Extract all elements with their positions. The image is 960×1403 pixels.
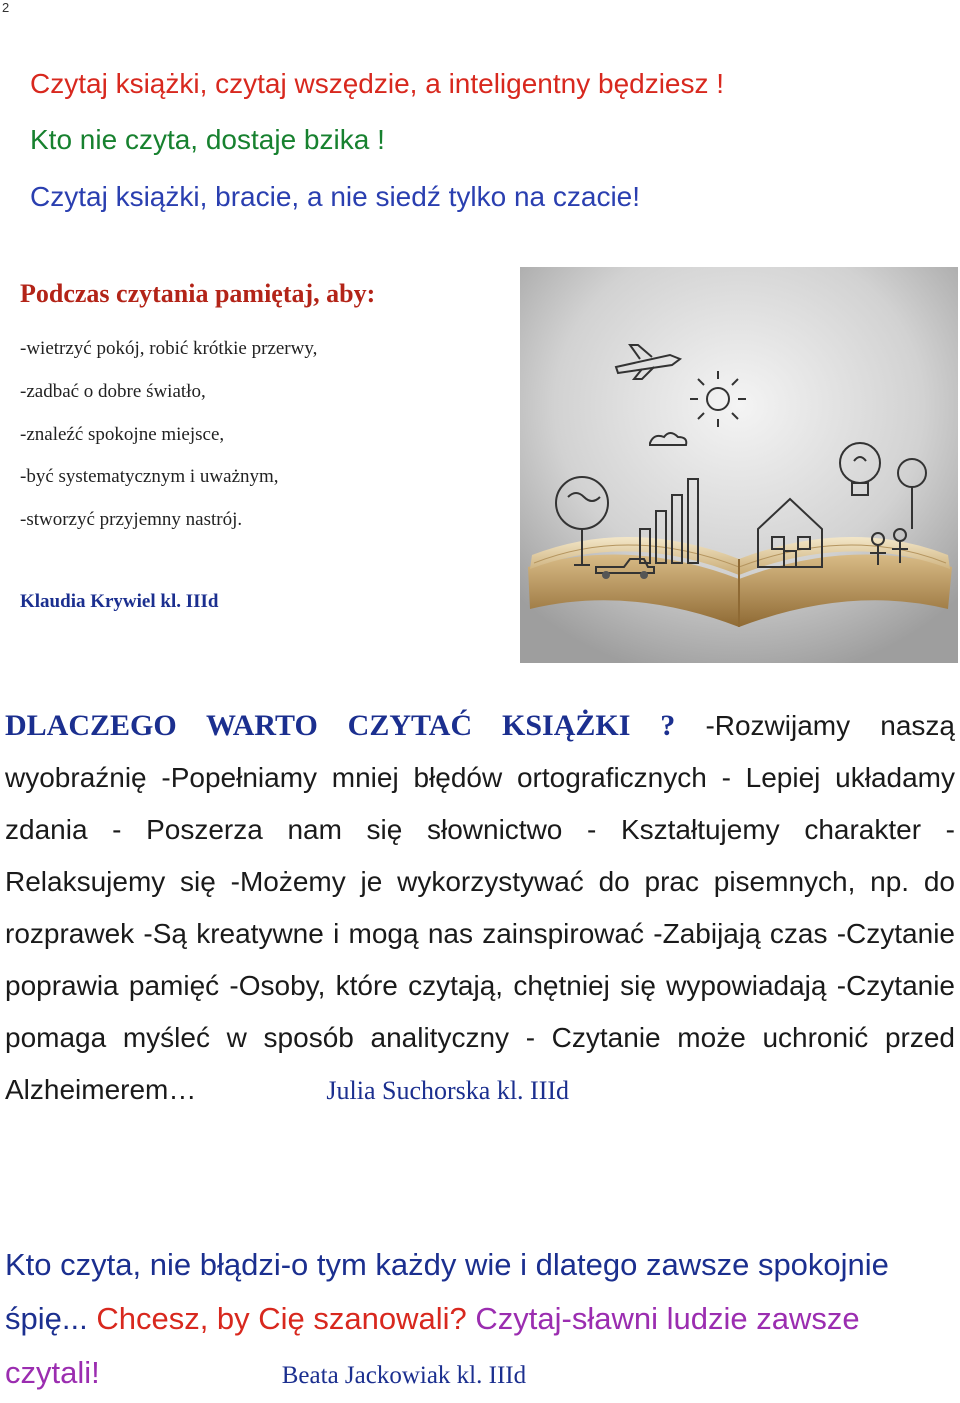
tip-item: -znaleźć spokojne miejsce, (20, 424, 225, 445)
tip-item: -wietrzyć pokój, robić krótkie przerwy, (20, 338, 318, 359)
poem-line-3: Czytaj książki, bracie, a nie siedź tylko na czacie! (30, 181, 641, 212)
closing-paragraph (5, 1238, 955, 1403)
page-number: 2 (2, 0, 10, 15)
open-book-illustration (520, 267, 958, 663)
tips-heading: Podczas czytania pamiętaj, aby: (20, 279, 376, 308)
closing-part-1: Kto czyta, nie błądzi-o tym każdy wie i dlatego zawsze spokojnie śpię... (5, 1247, 889, 1336)
author-julia: Julia Suchorska kl. IIId (326, 1076, 570, 1105)
author-beata: Beata Jackowiak kl. IIId (281, 1362, 527, 1389)
tip-item: -być systematycznym i uważnym, (20, 466, 279, 487)
article-heading: DLACZEGO WARTO CZYTAĆ KSIĄŻKI ? (5, 709, 676, 742)
poem-line-2: Kto nie czyta, dostaje bzika ! (30, 124, 385, 155)
poem-line-1: Czytaj książki, czytaj wszędzie, a inteligentny będziesz ! (30, 68, 725, 99)
tip-item: -stworzyć przyjemny nastrój. (20, 509, 243, 530)
closing-part-2: Chcesz, by Cię szanowali? (96, 1301, 476, 1336)
closing-part-3: Czytaj-sławni ludzie zawsze czytali! (5, 1301, 860, 1390)
author-klaudia: Klaudia Krywiel kl. IIId (20, 591, 219, 612)
article-paragraph (5, 700, 955, 1117)
article-body: -Rozwijamy naszą wyobraźnię -Popełniamy mniej błędów ortograficznych - Lepiej układamy zdania - Poszerza nam się słownictwo - Kształtujemy charakter -Relaksujemy się -Możemy je wykorzystywać do prac pisemnych, np. do rozprawek -Są kreatywne i mogą nas zainspirować -Zabijają czas -Czytanie poprawia pamięć -Osoby, które czytają, chętniej się wypowiadają -Czytanie pomaga myśleć w sposób analityczny - Czytanie może uchronić przed Alzheimerem… (5, 710, 955, 1105)
tip-item: -zadbać o dobre światło, (20, 381, 206, 402)
